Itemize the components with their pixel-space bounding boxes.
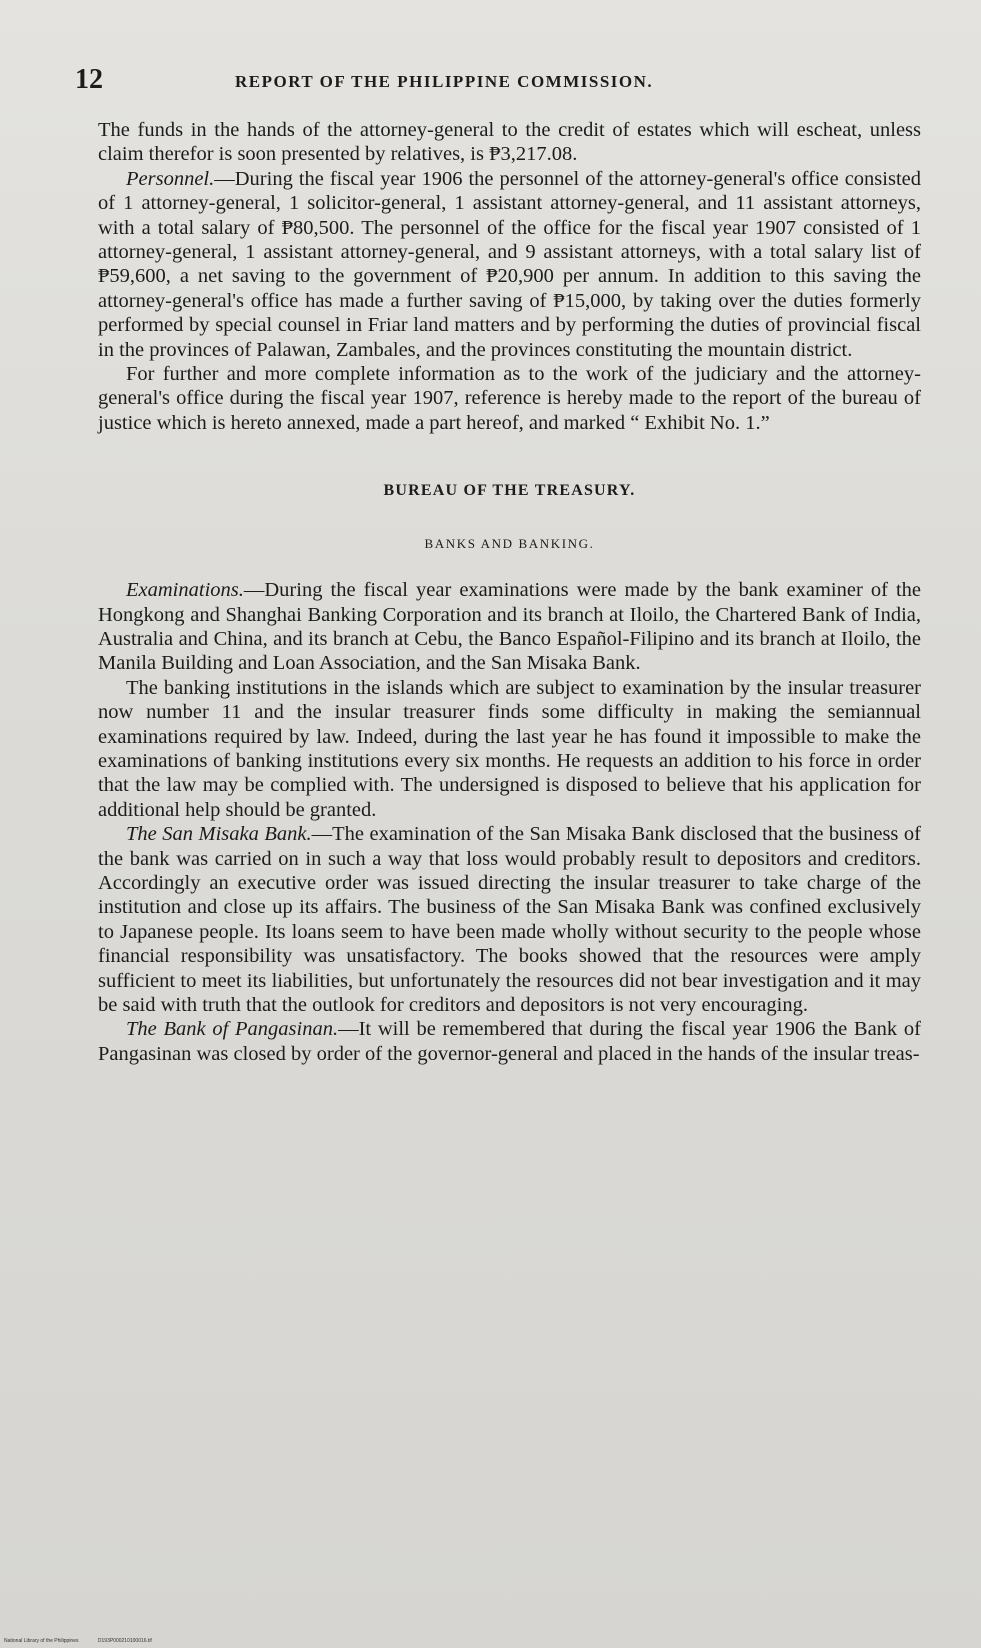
subsection-heading-banking: BANKS AND BANKING. [424,535,595,551]
paragraph-lead-san-misaka: The San Misaka Bank. [126,823,312,846]
paragraph-escheat-funds [98,118,921,167]
paragraph-examinations [98,578,921,676]
paragraph-further-information [98,362,921,435]
paragraph-san-misaka-bank [98,822,921,1017]
running-title: REPORT OF THE PHILIPPINE COMMISSION. [235,72,654,91]
scan-footer [4,1638,170,1644]
page-header [75,64,921,98]
footer-library: National Library of the Philippines [4,1638,79,1644]
paragraph-text: The banking institutions in the islands which are subject to examination by the insular treasurer now number 11 and the insular treasurer finds some difficulty in making the semiannual examinations required by law. Indeed, during the last year he has found it impossible to make the examinations of banking institutions every six months. He requests an addition to his force in order that the law may be complied with. The undersigned is disposed to believe that his application for additional help should be granted. [98,676,921,821]
paragraph-lead-personnel: Personnel. [126,167,215,190]
paragraph-banking-institutions [98,676,921,822]
footer-code: D193P000210100016.tif [97,1638,152,1644]
paragraph-bank-of-pangasinan [98,1017,921,1066]
page-body [98,118,921,1066]
paragraph-text: —During the fiscal year examinations were made by the bank examiner of the Hongkong and Shanghai Banking Corporation and its branch at Iloilo, the Chartered Bank of India, Australia and China, and its branch at Cebu, the Banco Español-Filipino and its branch at Iloilo, the Manila Building and Loan Association, and the San Misaka Bank. [98,579,921,675]
paragraph-personnel [98,167,921,362]
paragraph-text: —The examination of the San Misaka Bank disclosed that the business of the bank was carried on in such a way that loss would probably result to depositors and creditors. Accordingly an executive order was issued directing the insular treasurer to take charge of the institution and close up its affairs. The business of the San Misaka Bank was confined exclusively to Japanese people. Its loans seem to have been made wholly without security to the people whose financial responsibility was unsatisfactory. The books showed that the resources were amply sufficient to meet its liabilities, but unfortunately the resources did not bear investigation and it may be said with truth that the outlook for creditors and depositors is not very encouraging. [98,823,921,1016]
paragraph-text: For further and more complete information as to the work of the judiciary and the attorney-general's office during the fiscal year 1907, reference is hereby made to the report of the bureau of justice which is hereto annexed, made a part hereof, and marked “ Exhibit No. 1.” [98,363,921,434]
paragraph-lead-pangasinan: The Bank of Pangasinan. [126,1018,339,1041]
paragraph-text: The funds in the hands of the attorney-general to the credit of estates which will escheat, unless claim therefor is soon presented by relatives, is ₱3,217.08. [98,119,921,166]
paragraph-text: —During the fiscal year 1906 the personnel of the attorney-general's office consisted of 1 attorney-general, 1 solicitor-general, 1 assistant attorney-general, and 11 assistant attorneys, with a total salary of ₱80,500. The personnel of the office for the fiscal year 1907 consisted of 1 attorney-general, 1 assistant attorney-general, and 9 assistant attorneys, with a total salary list of ₱59,600, a net saving to the government of ₱20,900 per annum. In addition to this saving the attorney-general's office has made a further saving of ₱15,000, by taking over the duties formerly performed by special counsel in Friar land matters and by performing the duties of provincial fiscal in the provinces of Palawan, Zambales, and the provinces constituting the mountain district. [98,167,921,361]
section-heading-treasury: BUREAU OF THE TREASURY. [383,482,636,500]
paragraph-lead-examinations: Examinations. [126,579,244,602]
page-number: 12 [75,64,103,95]
paragraph-text: —It will be remembered that during the fiscal year 1906 the Bank of Pangasinan was closed by order of the governor-general and placed in the hands of the insular treas- [98,1018,921,1065]
